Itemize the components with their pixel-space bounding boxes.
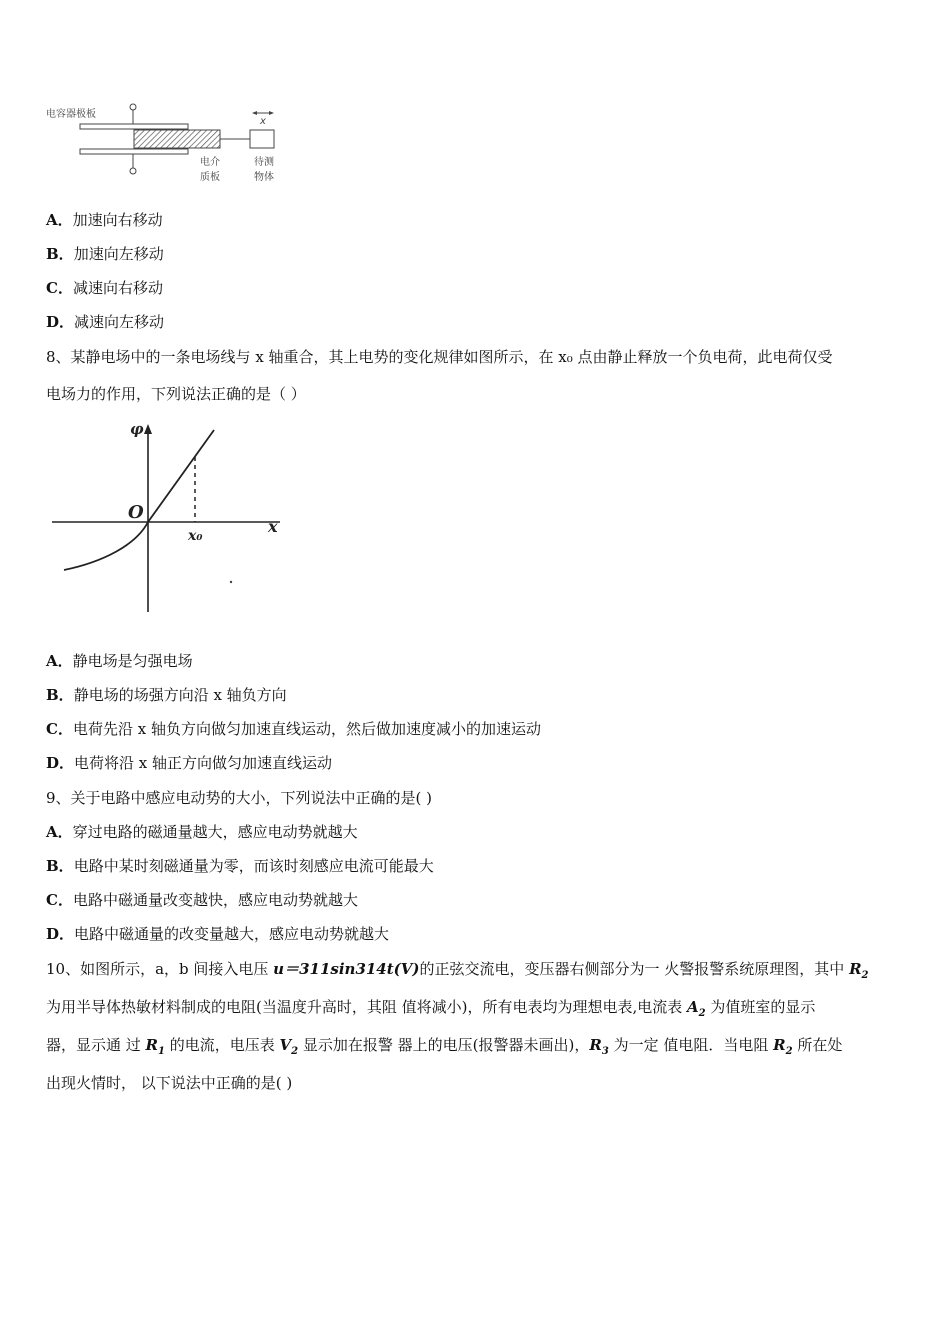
q8-option-d: D．电荷将沿 x 轴正方向做匀加速直线运动 (46, 754, 333, 772)
q7-option-c: C．减速向右移动 (46, 279, 163, 297)
phi-label: φ (130, 420, 144, 438)
q8-option-b: B．静电场的场强方向沿 x 轴负方向 (46, 686, 287, 704)
top-terminal (130, 104, 136, 110)
q9-option-a: A．穿过电路的磁通量越大，感应电动势就越大 (46, 823, 358, 841)
object-label-2: 物体 (254, 172, 274, 183)
q9-option-c: C．电路中磁通量改变越快，感应电动势就越大 (46, 891, 358, 909)
x-label: x (260, 116, 266, 127)
capacitor-sensor-figure (44, 100, 294, 190)
q7-option-b: B．加速向左移动 (46, 245, 164, 263)
bottom-terminal (130, 168, 136, 174)
dielectric-label-2: 质板 (200, 172, 220, 183)
q10-line-2: 为用半导体热敏材料制成的电阻(当温度升高时，其阻 值将减小)，所有电表均为理想电表,电流表 $A_2$ 为值班室的显示 (46, 998, 816, 1019)
origin-label: O (128, 502, 144, 523)
q9-option-b: B．电路中某时刻磁通量为零，而该时刻感应电流可能最大 (46, 857, 434, 875)
q9-option-d: D．电路中磁通量的改变量越大，感应电动势就越大 (46, 925, 390, 943)
q10-line-4: 出现火情时， 以下说法中正确的是( ) (46, 1074, 293, 1092)
dielectric-label-1: 电介 (200, 157, 220, 168)
q7-option-d: D．减速向左移动 (46, 313, 165, 331)
x0-label: x₀ (188, 528, 203, 544)
top-plate (80, 124, 188, 129)
object-box (250, 130, 274, 148)
q8-option-a: A．静电场是匀强电场 (46, 652, 193, 670)
q9-stem: 9、关于电路中感应电动势的大小，下列说法中正确的是( ) (46, 789, 433, 807)
object-label-1: 待测 (254, 157, 274, 168)
q8-stem-line-2: 电场力的作用，下列说法正确的是（ ） (46, 385, 306, 403)
q10-line-1: 10、如图所示，a，b 间接入电压 u＝311sin314t(V)的正弦交流电，变压器右侧部分为一 火警报警系统原理图，其中 $R_2$ (46, 960, 869, 981)
potential-graph (48, 420, 288, 615)
q8-option-c: C．电荷先沿 x 轴负方向做匀加速直线运动，然后做加速度减小的加速运动 (46, 720, 541, 738)
dielectric-slab (134, 130, 220, 148)
plate-label: 电容器极板 (46, 109, 96, 120)
potential-curve (64, 430, 214, 570)
bottom-plate (80, 149, 188, 154)
q7-option-a: A．加速向右移动 (46, 211, 163, 229)
x-axis-label: x (268, 517, 278, 536)
q10-line-3: 器，显示通 过 $R_1$ 的电流，电压表 $V_2$ 显示加在报警 器上的电压(报警器未画出)，$R_3$ 为一定 值电阻．当电阻 $R_2$ 所在处 (46, 1036, 843, 1057)
q8-stem-line-1: 8、某静电场中的一条电场线与 x 轴重合，其上电势的变化规律如图所示，在 x₀ 点由静止释放一个负电荷，此电荷仅受 (46, 348, 833, 366)
